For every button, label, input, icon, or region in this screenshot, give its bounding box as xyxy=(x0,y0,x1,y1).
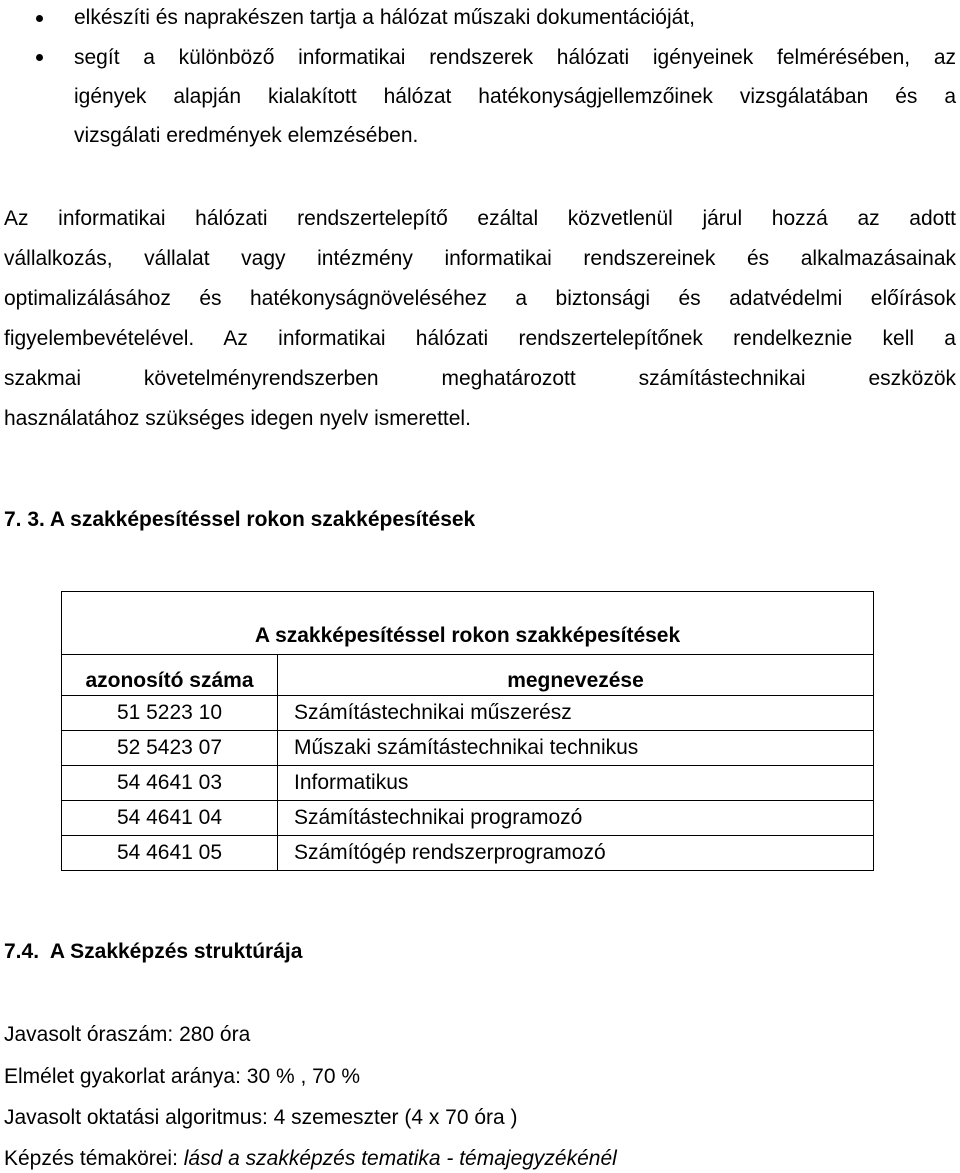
table-row xyxy=(62,801,874,836)
qualification-name: Informatikus xyxy=(278,766,874,801)
training-topics xyxy=(4,1147,617,1171)
qualification-code: 54 4641 05 xyxy=(62,836,278,871)
qualification-code: 52 5423 07 xyxy=(62,731,278,766)
paragraph-line: Az informatikai hálózati rendszertelepítő ezáltal közvetlenül járul hozzá az adott xyxy=(4,207,956,230)
paragraph-line: vállalkozás, vállalat vagy intézmény informatikai rendszereinek és alkalmazásainak xyxy=(4,247,956,270)
recommended-hours: Javasolt óraszám: 280 óra xyxy=(4,1023,251,1046)
training-topics-value: lásd a szakképzés tematika - témajegyzékénél xyxy=(183,1147,617,1170)
list-item xyxy=(0,0,960,36)
paragraph-line: szakmai követelményrendszerben meghatározott számítástechnikai eszközök xyxy=(4,367,956,390)
related-qualifications-table xyxy=(61,591,874,871)
table-row xyxy=(62,766,874,801)
section-heading-7-4: 7.4. A Szakképzés struktúrája xyxy=(4,940,303,963)
qualification-code: 54 4641 03 xyxy=(62,766,278,801)
table-header-row xyxy=(62,655,874,696)
theory-practice-ratio: Elmélet gyakorlat aránya: 30 % , 70 % xyxy=(4,1065,361,1088)
body-paragraph xyxy=(4,199,956,439)
table-row xyxy=(62,696,874,731)
paragraph-line: használatához szükséges idegen nyelv ismerettel. xyxy=(4,407,471,430)
qualification-code: 51 5223 10 xyxy=(62,696,278,731)
table-row xyxy=(62,731,874,766)
list-item-line: elkészíti és naprakészen tartja a hálózat műszaki dokumentációját, xyxy=(74,6,695,29)
qualification-name: Műszaki számítástechnikai technikus xyxy=(278,731,874,766)
table-caption: A szakképesítéssel rokon szakképesítések xyxy=(62,592,874,655)
bullet-icon xyxy=(36,54,43,61)
list-item xyxy=(0,40,960,156)
qualification-name: Számítástechnikai műszerész xyxy=(278,696,874,731)
bullet-icon xyxy=(36,15,43,22)
column-header-name: megnevezése xyxy=(278,655,874,696)
qualification-code: 54 4641 04 xyxy=(62,801,278,836)
list-item-line: igények alapján kialakított hálózat hatékonyságjellemzőinek vizsgálatában és a xyxy=(74,85,956,108)
qualification-name: Számítógép rendszerprogramozó xyxy=(278,836,874,871)
section-heading-7-3: 7. 3. A szakképesítéssel rokon szakképesítések xyxy=(4,508,476,531)
teaching-algorithm: Javasolt oktatási algoritmus: 4 szemeszter (4 x 70 óra ) xyxy=(4,1106,518,1129)
qualification-name: Számítástechnikai programozó xyxy=(278,801,874,836)
paragraph-line: optimalizálásához és hatékonyságnöveléséhez a biztonsági és adatvédelmi előírások xyxy=(4,287,956,310)
paragraph-line: figyelembevételével. Az informatikai hálózati rendszertelepítőnek rendelkeznie kell a xyxy=(4,327,956,350)
list-item-line: vizsgálati eredmények elemzésében. xyxy=(74,124,419,147)
table-caption-row xyxy=(62,592,874,655)
training-topics-label: Képzés témakörei: xyxy=(4,1147,184,1170)
list-item-line: segít a különböző informatikai rendszerek hálózati igényeinek felmérésében, az xyxy=(74,46,956,69)
column-header-code: azonosító száma xyxy=(62,655,278,696)
table-row xyxy=(62,836,874,871)
